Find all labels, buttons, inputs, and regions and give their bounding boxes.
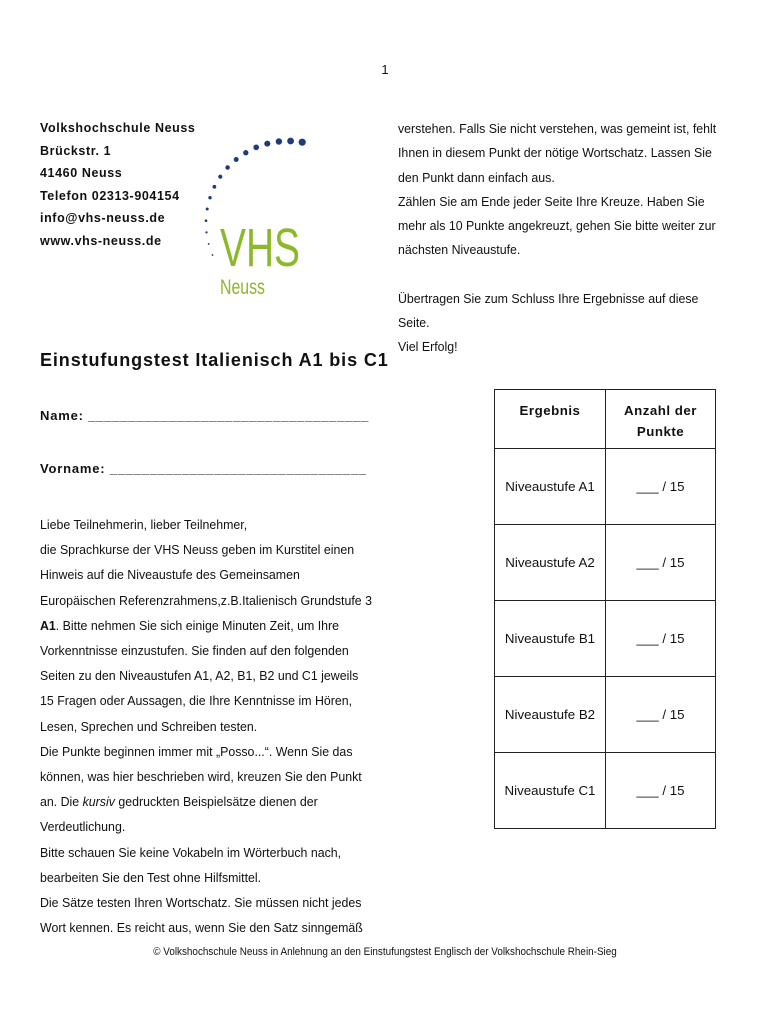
level-example: A1 [40, 617, 56, 633]
text-span: an. Die [40, 794, 83, 810]
text-line [40, 789, 366, 814]
results-table [494, 389, 716, 829]
logo-dot [213, 185, 217, 189]
phone: Telefon 02313-904154 [40, 188, 180, 203]
text-line: den Punkt dann einfach aus. [398, 169, 555, 185]
table-row [495, 753, 716, 829]
text-line: Europäischen Referenzrahmens,z.B.Italienisch Grundstufe 3 [40, 592, 373, 608]
text-line: Die Punkte beginnen immer mit „Posso...“. Wenn Sie das [40, 743, 353, 759]
intro-text-left [40, 512, 373, 940]
logo-dot [208, 243, 210, 245]
italic-word: kursiv [82, 794, 115, 810]
text-line: die Sprachkurse der VHS Neuss geben im Kurstitel einen [40, 542, 355, 558]
vorname-field: Vorname: ________________________________ [40, 461, 367, 476]
level-cell: Niveaustufe C1 [495, 753, 606, 829]
logo-text-neuss: Neuss [220, 276, 265, 299]
text-line: Seiten zu den Niveaustufen A1, A2, B1, B2 und C1 jeweils [40, 668, 359, 684]
text-line: können, was hier beschrieben wird, kreuzen Sie den Punkt [40, 769, 362, 785]
text-span: . Bitte nehmen Sie sich einige Minuten Zeit, um Ihre [55, 617, 340, 633]
table-row [495, 525, 716, 601]
level-cell: Niveaustufe B2 [495, 677, 606, 753]
table-row [495, 449, 716, 525]
name-field: Name: ___________________________________ [40, 408, 370, 423]
email: info@vhs-neuss.de [40, 211, 166, 225]
logo-dot [264, 141, 270, 147]
points-cell[interactable]: ___ / 15 [606, 753, 716, 829]
level-cell: Niveaustufe A2 [495, 525, 606, 601]
org-name: Volkshochschule Neuss [40, 121, 196, 135]
logo-dot [234, 157, 239, 162]
logo-text-vhs: VHS [220, 218, 300, 278]
logo-dot [206, 207, 209, 210]
text-line: Bitte schauen Sie keine Vokabeln im Wörterbuch nach, [40, 844, 342, 860]
logo-dot [253, 145, 259, 151]
intro-text-right [398, 117, 717, 360]
text-line: mehr als 10 Punkte angekreuzt, gehen Sie bitte weiter zur [398, 218, 716, 234]
logo-dot [243, 150, 248, 155]
street: Brückstr. 1 [40, 143, 112, 158]
city: 41460 Neuss [40, 166, 123, 180]
points-cell[interactable]: ___ / 15 [606, 677, 716, 753]
logo-dot [287, 138, 294, 145]
text-line: Vorkenntnisse einzustufen. Sie finden auf den folgenden [40, 643, 349, 659]
points-cell[interactable]: ___ / 15 [606, 525, 716, 601]
table-row [495, 601, 716, 677]
logo-dot [205, 231, 207, 233]
text-line: Zählen Sie am Ende jeder Seite Ihre Kreuze. Haben Sie [398, 193, 705, 209]
header-points [606, 390, 716, 449]
text-line: Hinweis auf die Niveaustufe des Gemeinsamen [40, 567, 300, 583]
text-line: Wort kennen. Es reicht aus, wenn Sie den Satz sinngemäß [40, 920, 363, 936]
text-line: Übertragen Sie zum Schluss Ihre Ergebnisse auf diese [398, 290, 699, 306]
logo-dot [299, 139, 306, 146]
points-cell[interactable]: ___ / 15 [606, 601, 716, 677]
text-line: Liebe Teilnehmerin, lieber Teilnehmer, [40, 517, 248, 532]
table-header-row [495, 390, 716, 449]
page-title: Einstufungstest Italienisch A1 bis C1 [40, 350, 389, 370]
logo-dot [225, 165, 230, 170]
footer-copyright: © Volkshochschule Neuss in Anlehnung an den Einstufungstest Englisch der Volkshochschule Rhein-Sieg [153, 946, 617, 958]
text-line: Die Sätze testen Ihren Wortschatz. Sie müssen nicht jedes [40, 895, 362, 911]
header-result: Ergebnis [495, 390, 606, 449]
text-line: nächsten Niveaustufe. [398, 242, 521, 258]
website: www.vhs-neuss.de [40, 233, 162, 248]
level-cell: Niveaustufe B1 [495, 601, 606, 677]
address-block [40, 117, 195, 252]
points-cell[interactable]: ___ / 15 [606, 449, 716, 525]
text-line: bearbeiten Sie den Test ohne Hilfsmittel. [40, 869, 262, 885]
page-number: 1 [381, 62, 389, 77]
logo-dot [218, 175, 222, 179]
header-points-line: Anzahl der [624, 403, 697, 418]
text-line: Lesen, Sprechen und Schreiben testen. [40, 718, 258, 734]
text-line: Viel Erfolg! [398, 339, 458, 355]
header-points-line: Punkte [636, 424, 685, 439]
logo-dot [276, 138, 282, 144]
text-line [40, 613, 366, 638]
table-row [495, 677, 716, 753]
logo-dot [205, 219, 208, 222]
vhs-logo [200, 128, 300, 298]
text-line: Verdeutlichung. [40, 819, 126, 835]
text-line: Ihnen in diesem Punkt der nötige Wortschatz. Lassen Sie [398, 145, 712, 161]
logo-dot [208, 196, 211, 199]
text-line: verstehen. Falls Sie nicht verstehen, was gemeint ist, fehlt [398, 121, 717, 136]
level-cell: Niveaustufe A1 [495, 449, 606, 525]
text-span: gedruckten Beispielsätze dienen der [114, 794, 318, 810]
logo-dot [212, 254, 214, 256]
text-line: Seite. [398, 315, 430, 331]
text-line: 15 Fragen oder Aussagen, die Ihre Kenntnisse im Hören, [40, 693, 353, 709]
